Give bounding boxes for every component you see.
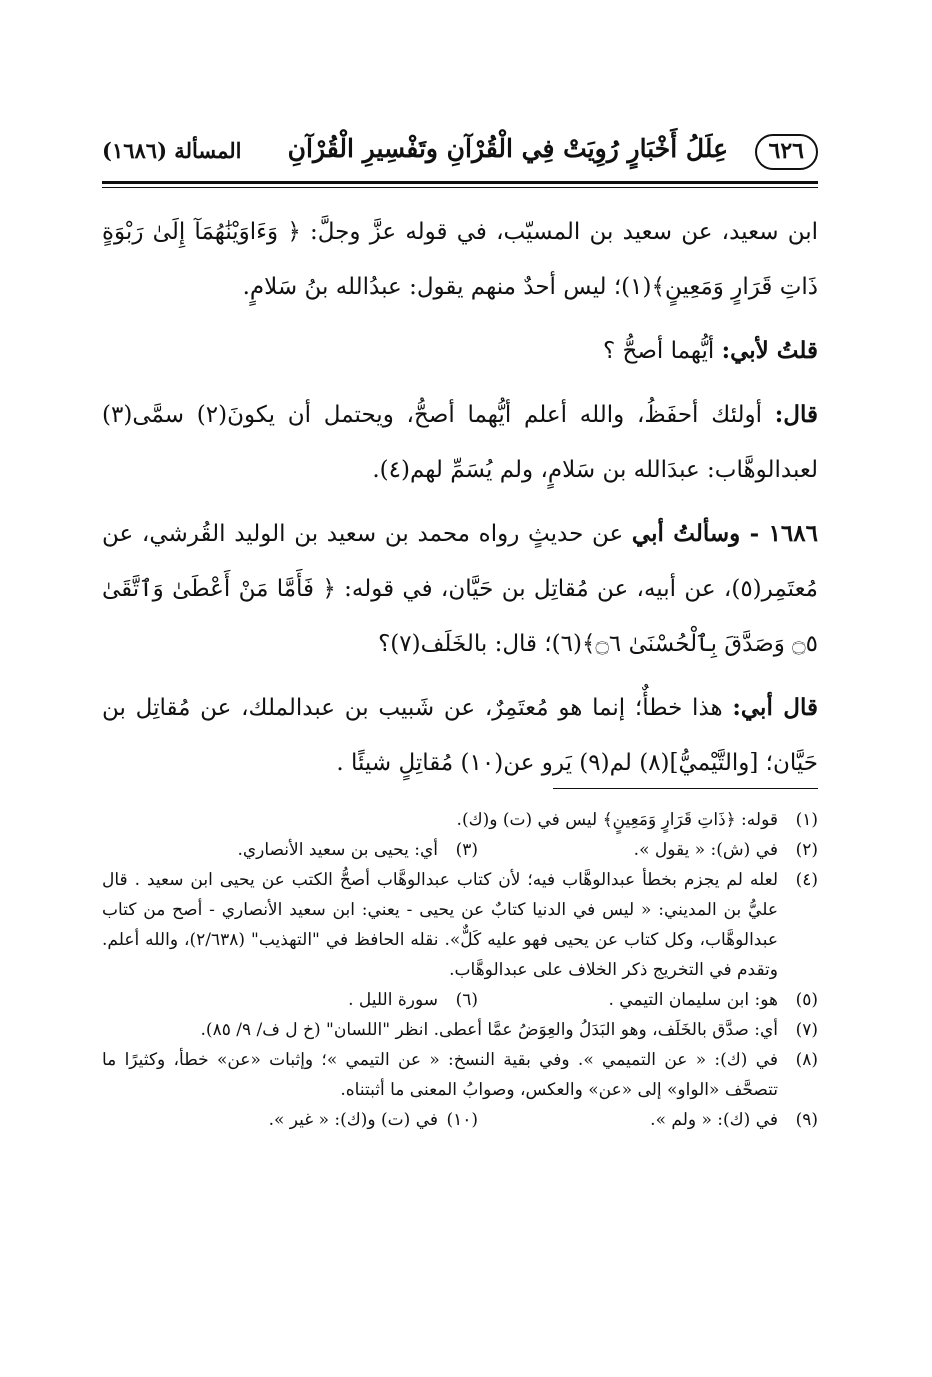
footnote-5	[478, 985, 818, 1015]
paragraph-5	[102, 680, 818, 791]
footnote-3	[102, 835, 478, 865]
footnote-text: أي: يحيى بن سعيد الأنصاري.	[237, 840, 438, 860]
footnote-number: (١)	[795, 810, 818, 830]
footnote-text: هو: ابن سليمان التيمي .	[608, 990, 778, 1010]
main-text	[102, 205, 818, 791]
paragraph-5-text: هذا خطأٌ؛ إنما هو مُعتَمِرٌ، عن شَبيب بن عبدالملك، عن مُقاتِل بن حَيَّان؛ [والتَّيْميُّ](٨) لم(٩) يَرو عن(١٠) مُقاتِلٍ شيئًا .	[102, 695, 818, 776]
paragraph-3-text: أولئك أحفَظُ، والله أعلم أيُّهما أصحُّ، ويحتمل أن يكونَ(٢) سمَّى(٣) لعبدالوهَّاب: عبدَالله بن سَلامٍ، ولم يُسَمِّ لهم(٤).	[102, 402, 818, 483]
paragraph-4	[102, 506, 818, 672]
footnote-7	[102, 1015, 818, 1045]
footnote-text: سورة الليل .	[348, 990, 438, 1010]
book-title: عِلَلُ أَخْبَارٍ رُوِيَتْ فِي الْقُرْآنِ وتَفْسِيرِ الْقُرْآنِ	[287, 134, 728, 163]
header-rule-thin	[102, 187, 818, 188]
footnote-9	[478, 1105, 818, 1135]
footnote-text: قوله: ﴿ذَاتِ قَرَارٍ وَمَعِينٍ﴾ ليس في (ت) و(ك).	[456, 810, 778, 830]
paragraph-5-lead: قال أبي:	[732, 694, 818, 721]
paragraph-3-lead: قال:	[774, 401, 819, 428]
footnote-number: (٤)	[795, 870, 818, 890]
footnote-number: (١٠)	[446, 1110, 478, 1130]
footnote-text: في (ش): « يقول ».	[633, 840, 778, 860]
footnote-number: (٣)	[455, 840, 478, 860]
footnote-1	[102, 805, 818, 835]
page-number: ٦٢٦	[755, 134, 818, 170]
paragraph-2-text: أيُّهما أصحُّ ؟	[603, 338, 722, 364]
footnote-pair-5-6	[102, 985, 818, 1015]
footnote-10	[102, 1105, 478, 1135]
footnote-number: (٧)	[795, 1020, 818, 1040]
footnote-number: (٩)	[795, 1110, 818, 1130]
page-header	[102, 128, 818, 180]
footnote-text: في (ك): « ولم ».	[650, 1110, 778, 1130]
footnote-text: في (ت) و(ك): « غير ».	[268, 1110, 438, 1130]
header-rule-thick	[102, 181, 818, 184]
paragraph-4-lead: ١٦٨٦ - وسألتُ أبي	[631, 520, 818, 547]
footnote-pair-9-10	[102, 1105, 818, 1135]
footnote-number: (٢)	[795, 840, 818, 860]
footnote-6	[102, 985, 478, 1015]
footnote-2	[478, 835, 818, 865]
footnote-number: (٦)	[455, 990, 478, 1010]
footnote-8	[102, 1045, 818, 1105]
paragraph-1: ابن سعيد، عن سعيد بن المسيّب، في قوله عزَّ وجلَّ: ﴿ وَءَاوَيْنَٰهُمَآ إِلَىٰ رَبْوَةٍ ذَاتِ قَرَارٍ وَمَعِينٍ﴾(١)؛ ليس أحدٌ منهم يقول: عبدُالله بنُ سَلامٍ.	[102, 219, 818, 300]
footnote-number: (٨)	[795, 1050, 818, 1070]
footnote-separator	[553, 788, 818, 789]
footnote-number: (٥)	[795, 990, 818, 1010]
paragraph-3	[102, 387, 818, 498]
footnotes	[102, 805, 818, 1135]
footnote-pair-2-3	[102, 835, 818, 865]
paragraph-2	[102, 323, 818, 379]
footnote-text: لعله لم يجزم بخطأ عبدالوهَّاب فيه؛ لأن كتاب عبدالوهَّاب أصحُّ الكتب عن يحيى ابن سعيد . قال عليُّ بن المديني: « ليس في الدنيا كتابٌ عن يحيى - يعني: ابن سعيد الأنصاري - أصح من كتاب عبدالوهَّاب، وكل كتاب عن يحيى فهو عليه كَلٌّ». نقله الحافظ في "التهذيب" (٢/٦٣٨)، والله أعلم. وتقدم في التخريج ذكر الخلاف على عبدالوهَّاب.	[102, 870, 778, 980]
paragraph-4-text: عن حديثٍ رواه محمد بن سعيد بن الوليد القُرشي، عن مُعتَمِر(٥)، عن أبيه، عن مُقاتِل بن حَيَّان، في قوله: ﴿ فَأَمَّا مَنْ أَعْطَىٰ وَٱتَّقَىٰ ۝٥ وَصَدَّقَ بِٱلْحُسْنَىٰ ۝٦﴾(٦)؛ قال: بالخَلَف(٧)؟	[102, 521, 818, 657]
footnote-text: أي: صدَّق بالخَلَف، وهو البَدَلُ والعِوَضُ عمَّا أعطى. انظر "اللسان" (خ ل ف/ ٩/ ٨٥).	[200, 1020, 778, 1040]
issue-label: المسألة (١٦٨٦)	[102, 138, 242, 163]
paragraph-2-lead: قلتُ لأبي:	[721, 337, 818, 364]
footnote-text: في (ك): « عن التميمي ». وفي بقية النسخ: « عن التيمي »؛ وإثبات «عن» خطأ، وكثيرًا ما تتصحَّف «الواو» إلى «عن» والعكس، وصوابُ المعنى ما أثبتناه.	[102, 1050, 778, 1100]
footnote-4	[102, 865, 818, 985]
